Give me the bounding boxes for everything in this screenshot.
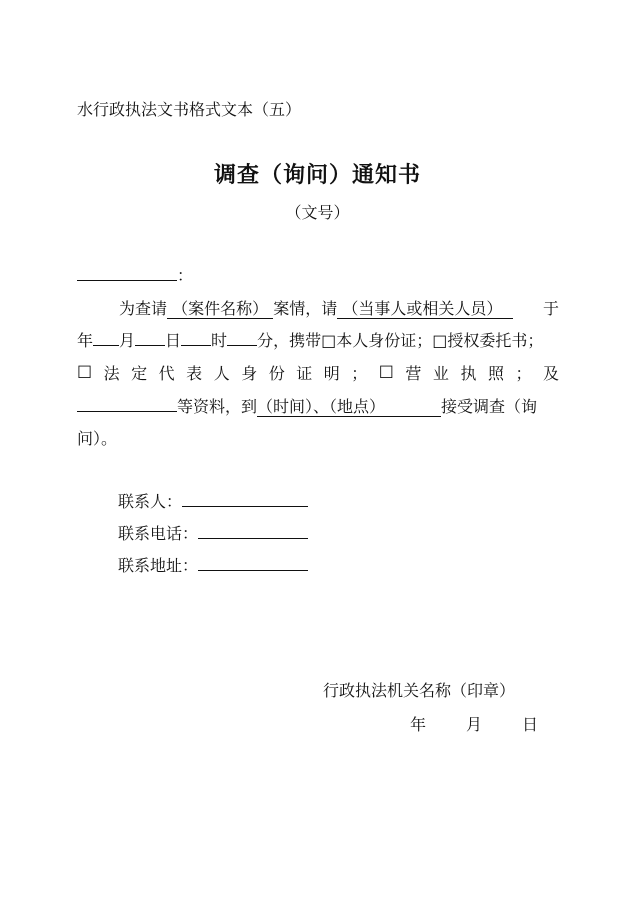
body-line-5 [77, 426, 117, 449]
contact-phone-row [118, 521, 308, 544]
body-text: 于 [542, 299, 559, 318]
body-char: 份 [268, 364, 285, 383]
body-char: 明 [323, 364, 340, 383]
contact-phone-field[interactable] [198, 522, 308, 539]
checkbox-id-card[interactable]: □本人身份证； [321, 331, 433, 350]
contact-address-row [118, 553, 308, 576]
body-char: 营 [405, 364, 422, 383]
body-char: 及 [542, 364, 559, 383]
body-char: 定 [131, 364, 148, 383]
day-blank[interactable] [181, 329, 211, 346]
day-label: 日 [165, 331, 182, 350]
body-char: 执 [460, 364, 477, 383]
document-series-label: 水行政执法文书格式文本（五） [77, 100, 302, 119]
document-number: （文号） [285, 203, 350, 222]
addressee-colon: ： [177, 266, 194, 285]
body-char: 业 [432, 364, 449, 383]
body-char: ； [515, 364, 532, 383]
body-char: 证 [296, 364, 313, 383]
addressee-blank[interactable] [77, 264, 177, 281]
body-char: 人 [213, 364, 230, 383]
body-char: 代 [158, 364, 175, 383]
month-blank[interactable] [135, 329, 165, 346]
signature-date [410, 712, 538, 735]
body-char: 表 [186, 364, 203, 383]
body-line-2 [77, 328, 543, 351]
addressee-line [77, 263, 193, 286]
body-line-4 [77, 394, 537, 417]
body-text: 案情，请 [273, 299, 338, 318]
date-day-label: 日 [522, 715, 539, 734]
time-place-field[interactable]: （时间）、（地点） [257, 397, 441, 417]
body-line-3 [77, 361, 559, 384]
party-field[interactable]: （当事人或相关人员） [337, 299, 512, 319]
body-char: ； [351, 364, 368, 383]
body-text: 问）。 [77, 429, 118, 448]
minute-label: 分，携带 [257, 331, 322, 350]
date-month-label: 月 [466, 715, 483, 734]
case-name-field[interactable]: （案件名称） [167, 299, 273, 319]
body-line-1 [77, 296, 559, 319]
body-text: 等资料，到 [177, 397, 258, 416]
materials-blank[interactable] [77, 395, 177, 412]
date-year-label: 年 [410, 715, 427, 734]
hour-label: 时 [211, 331, 228, 350]
agency-seal-label: 行政执法机关名称（印章） [323, 681, 516, 700]
body-char: 身 [241, 364, 258, 383]
checkbox-business-license[interactable]: □ [378, 361, 394, 380]
contact-person-field[interactable] [182, 490, 308, 507]
checkbox-authorization[interactable]: □授权委托书； [432, 331, 544, 350]
contact-person-row [118, 489, 308, 512]
body-char: 法 [103, 364, 120, 383]
contact-person-label: 联系人： [118, 492, 183, 511]
contact-address-label: 联系地址： [118, 556, 199, 575]
contact-phone-label: 联系电话： [118, 524, 199, 543]
body-text: 为查请 [119, 299, 168, 318]
month-label: 月 [119, 331, 136, 350]
body-text: 接受调查（询 [440, 397, 537, 416]
minute-blank[interactable] [227, 329, 257, 346]
year-blank[interactable] [93, 329, 119, 346]
year-label: 年 [77, 331, 94, 350]
contact-address-field[interactable] [198, 554, 308, 571]
document-title: 调查（询问）通知书 [213, 163, 421, 188]
checkbox-legal-rep[interactable]: □ [77, 361, 93, 380]
body-char: 照 [487, 364, 504, 383]
